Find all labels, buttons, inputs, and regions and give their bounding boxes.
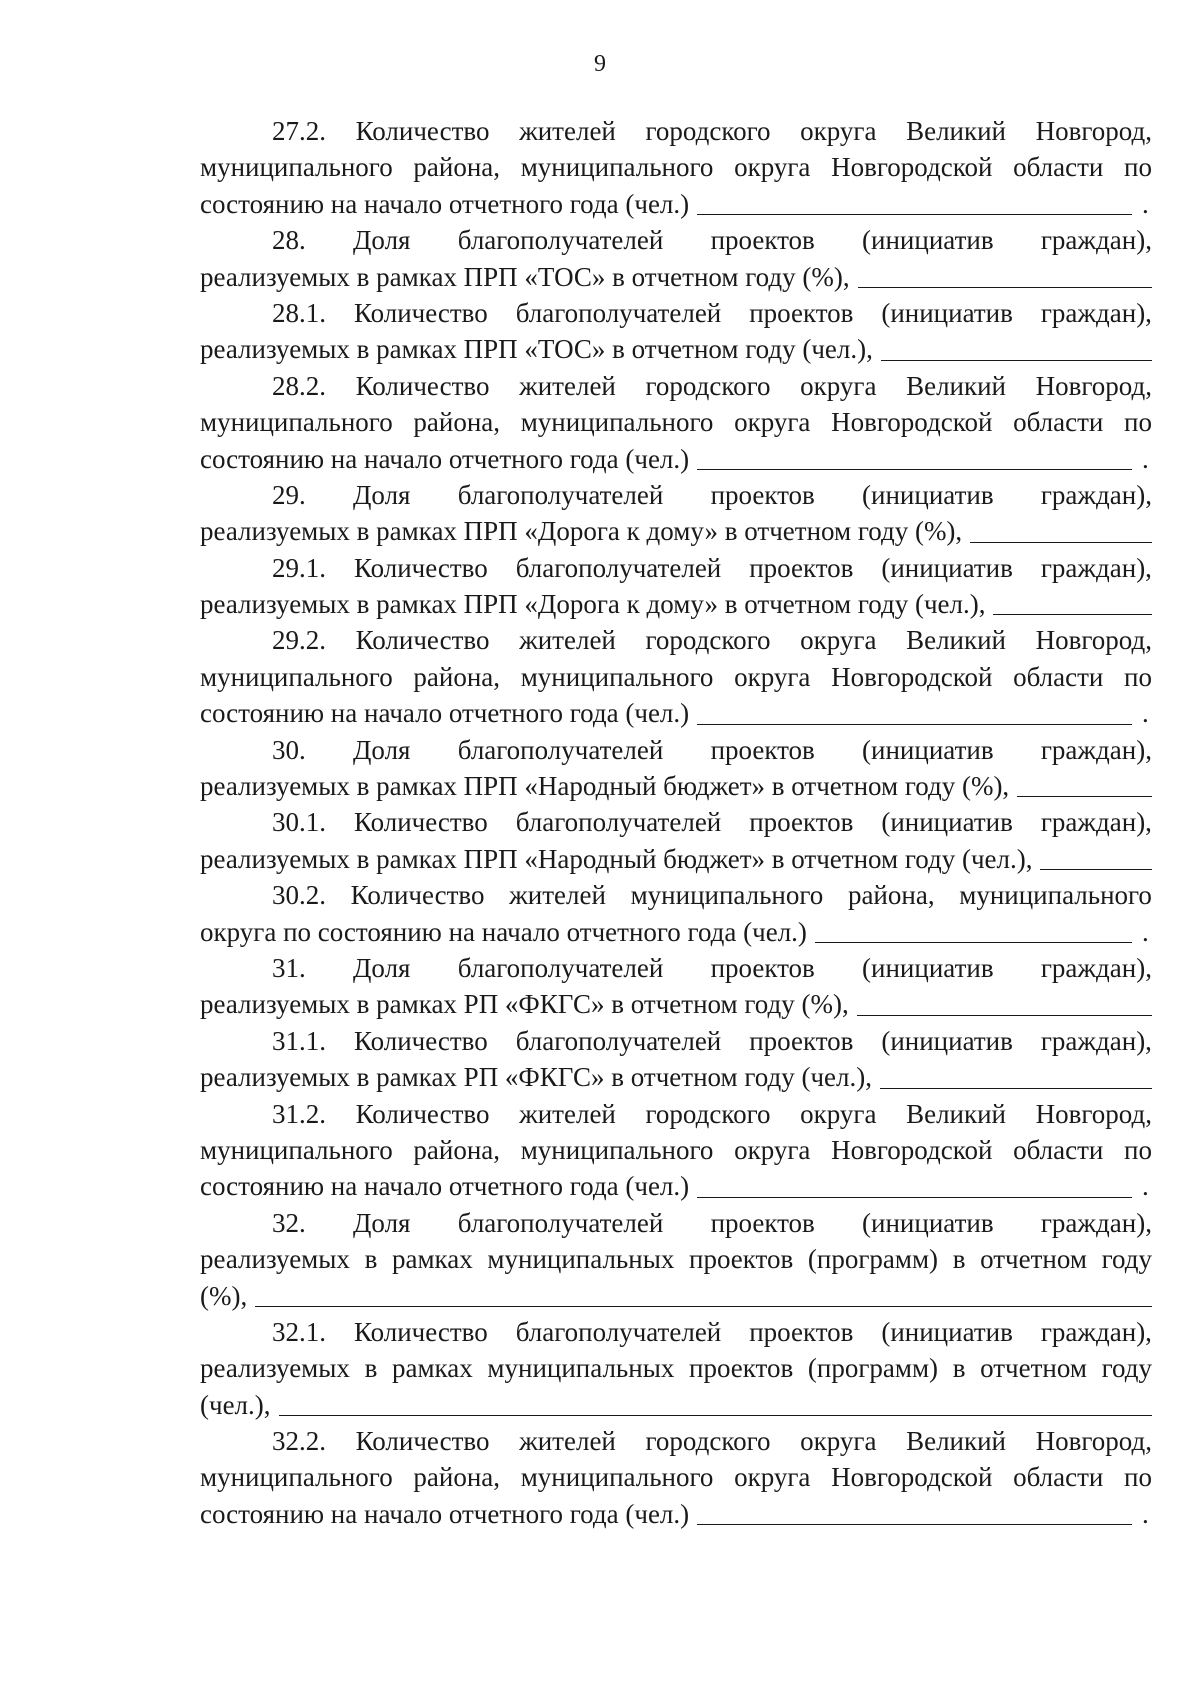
word: по (1124, 1462, 1152, 1493)
word: благополучателей (515, 297, 722, 328)
word: проектов (749, 552, 854, 583)
line-text: округа по состоянию на начало отчетного года (чел.) (200, 916, 807, 947)
line-text: реализуемых в рамках РП «ФКГС» в отчетном году (%), (200, 989, 849, 1020)
word: 28.2. (272, 370, 326, 401)
line-text: реализуемых в рамках ПРП «Народный бюджет» в отчетном году (%), (200, 771, 1010, 802)
word: реализуемых (200, 1353, 350, 1384)
word: городского (645, 1098, 771, 1129)
word: Доля (353, 1207, 411, 1238)
word: благополучателей (457, 1207, 664, 1238)
word: района, (413, 1462, 501, 1493)
word: (инициатив (862, 1207, 994, 1238)
text-line (200, 1132, 1152, 1168)
word: благополучателей (457, 952, 664, 983)
text-line (200, 186, 1152, 222)
word: округа (734, 1134, 811, 1165)
text-line (200, 1096, 1152, 1132)
paragraph (200, 732, 1152, 805)
fill-in-blank[interactable] (279, 1415, 1152, 1416)
word: Новгород, (1035, 370, 1152, 401)
word: в (952, 1353, 966, 1384)
word: граждан), (1040, 734, 1152, 765)
word: отчетном (980, 1353, 1087, 1384)
word: района, (847, 880, 935, 911)
word: граждан), (1040, 225, 1152, 256)
word: благополучателей (457, 734, 664, 765)
word: Великий (906, 116, 1007, 146)
word: граждан), (1040, 1025, 1152, 1056)
word: округа (800, 116, 877, 146)
word: области (1013, 1134, 1104, 1165)
word: области (1013, 152, 1104, 183)
line-text: состоянию на начало отчетного года (чел.) (200, 443, 690, 474)
word: муниципального (200, 152, 393, 183)
fill-in-blank[interactable] (881, 360, 1152, 361)
word: 32. (272, 1207, 306, 1238)
text-line (200, 1459, 1152, 1495)
word: по (1124, 1134, 1152, 1165)
line-text: реализуемых в рамках ПРП «ТОС» в отчетном году (чел.), (200, 334, 873, 365)
word: округа (800, 625, 877, 656)
word: муниципального (520, 661, 714, 692)
word: Количество (353, 807, 488, 838)
text-line (200, 259, 1152, 295)
paragraph (200, 477, 1152, 550)
fill-in-blank[interactable] (857, 1015, 1152, 1016)
word: (инициатив (881, 807, 1013, 838)
paragraph (200, 550, 1152, 623)
word: Великий (906, 1426, 1007, 1457)
word: (программ) (807, 1244, 939, 1275)
document-body (200, 113, 1152, 1532)
word: по (1124, 407, 1152, 438)
word: 32.1. (272, 1316, 326, 1347)
word: городского (645, 625, 771, 656)
line-text: состоянию на начало отчетного года (чел.) (200, 188, 690, 219)
line-end-period: . (1142, 916, 1149, 947)
paragraph (200, 877, 1152, 950)
fill-in-blank[interactable] (1017, 796, 1152, 797)
word: Новгород, (1035, 625, 1152, 656)
word: Новгород, (1035, 1098, 1152, 1129)
word: округа (734, 1462, 811, 1493)
word: округа (734, 661, 811, 692)
text-line (200, 1314, 1152, 1350)
text-line (200, 550, 1152, 586)
word: Великий (906, 1098, 1007, 1129)
word: (инициатив (862, 952, 994, 983)
word: благополучателей (515, 552, 722, 583)
paragraph (200, 1096, 1152, 1205)
text-line (200, 513, 1152, 549)
paragraph (200, 1423, 1152, 1532)
word: Доля (353, 734, 411, 765)
text-line (200, 404, 1152, 440)
word: (инициатив (862, 225, 994, 256)
text-line (200, 1205, 1152, 1241)
word: муниципального (200, 1462, 393, 1493)
word: Новгородской (831, 1134, 993, 1165)
line-end-period: . (1142, 1171, 1149, 1202)
word: (программ) (807, 1353, 939, 1384)
word: 29.1. (272, 552, 326, 583)
word: (инициатив (862, 734, 994, 765)
text-line (200, 222, 1152, 258)
text-line (200, 295, 1152, 331)
word: Количество (355, 116, 490, 146)
word: области (1013, 1462, 1104, 1493)
word: по (1124, 661, 1152, 692)
word: Доля (353, 952, 411, 983)
fill-in-blank[interactable] (697, 724, 1132, 725)
word: граждан), (1040, 297, 1152, 328)
fill-in-blank[interactable] (697, 214, 1132, 215)
line-text: состоянию на начало отчетного года (чел.) (200, 1171, 690, 1202)
word: рамках (391, 1353, 473, 1384)
paragraph (200, 295, 1152, 368)
line-text: реализуемых в рамках ПРП «Народный бюджет» в отчетном году (чел.), (200, 843, 1033, 874)
line-text: состоянию на начало отчетного года (чел.) (200, 698, 690, 729)
word: округа (734, 407, 811, 438)
word: благополучателей (515, 1316, 722, 1347)
fill-in-blank[interactable] (970, 542, 1152, 543)
word: реализуемых (200, 1244, 350, 1275)
word: 29. (272, 479, 306, 510)
word: муниципального (520, 1134, 714, 1165)
word: муниципального (959, 880, 1152, 911)
line-text: реализуемых в рамках ПРП «ТОС» в отчетном году (%), (200, 261, 850, 292)
text-line (200, 113, 1152, 149)
word: 31.1. (272, 1025, 326, 1056)
text-line (200, 1496, 1152, 1532)
word: муниципального (520, 152, 714, 183)
word: благополучателей (515, 807, 722, 838)
word: района, (413, 661, 501, 692)
word: жителей (519, 1098, 616, 1129)
fill-in-blank[interactable] (880, 1088, 1152, 1089)
word: отчетном (980, 1244, 1087, 1275)
text-line (200, 368, 1152, 404)
word: 28.1. (272, 297, 326, 328)
text-line (200, 1350, 1152, 1386)
word: проектов (710, 225, 815, 256)
text-line (200, 622, 1152, 658)
paragraph (200, 1205, 1152, 1314)
word: проектов (710, 479, 815, 510)
word: муниципального (520, 407, 714, 438)
word: 30.2. (272, 880, 326, 911)
word: году (1101, 1244, 1152, 1275)
line-text: (чел.), (200, 1389, 271, 1420)
line-text: реализуемых в рамках ПРП «Дорога к дому» в отчетном году (чел.), (200, 589, 986, 620)
text-line (200, 1023, 1152, 1059)
fill-in-blank[interactable] (815, 942, 1132, 943)
word: муниципальных (487, 1244, 675, 1275)
text-line (200, 149, 1152, 185)
word: (инициатив (862, 479, 994, 510)
word: 28. (272, 225, 306, 256)
word: (инициатив (881, 1316, 1013, 1347)
word: граждан), (1040, 807, 1152, 838)
word: (инициатив (881, 552, 1013, 583)
line-text: реализуемых в рамках ПРП «Дорога к дому» в отчетном году (%), (200, 516, 963, 547)
line-text: реализуемых в рамках РП «ФКГС» в отчетном году (чел.), (200, 1062, 872, 1093)
word: проектов (710, 952, 815, 983)
fill-in-blank[interactable] (1040, 869, 1152, 870)
text-line (200, 659, 1152, 695)
text-line (200, 695, 1152, 731)
fill-in-blank[interactable] (697, 1197, 1132, 1198)
word: Количество (355, 1426, 490, 1457)
fill-in-blank[interactable] (697, 1524, 1132, 1525)
word: округа (734, 152, 811, 183)
line-text: (%), (200, 1280, 248, 1311)
word: муниципального (200, 661, 393, 692)
word: Количество (353, 552, 488, 583)
paragraph (200, 222, 1152, 295)
word: граждан), (1040, 1316, 1152, 1347)
text-line (200, 586, 1152, 622)
text-line (200, 1423, 1152, 1459)
word: Новгородской (831, 152, 993, 183)
word: жителей (519, 1426, 616, 1457)
fill-in-blank[interactable] (858, 287, 1152, 288)
word: района, (413, 152, 501, 183)
word: благополучателей (457, 225, 664, 256)
line-end-period: . (1142, 188, 1149, 219)
word: 29.2. (272, 625, 326, 656)
page-number: 9 (594, 51, 606, 77)
word: Количество (353, 1025, 488, 1056)
word: Новгородской (831, 661, 993, 692)
text-line (200, 841, 1152, 877)
word: района, (413, 1134, 501, 1165)
paragraph (200, 622, 1152, 731)
paragraph (200, 368, 1152, 477)
word: Количество (355, 1098, 490, 1129)
word: граждан), (1040, 552, 1152, 583)
text-line (200, 804, 1152, 840)
word: (инициатив (881, 1025, 1013, 1056)
word: городского (645, 370, 771, 401)
text-line (200, 950, 1152, 986)
text-line (200, 986, 1152, 1022)
word: округа (800, 1098, 877, 1129)
text-line (200, 1059, 1152, 1095)
word: области (1013, 407, 1104, 438)
fill-in-blank[interactable] (697, 469, 1132, 470)
word: благополучателей (457, 479, 664, 510)
word: Количество (350, 880, 485, 911)
text-line (200, 914, 1152, 950)
word: проектов (689, 1244, 794, 1275)
paragraph (200, 804, 1152, 877)
word: Новгородской (831, 1462, 993, 1493)
word: проектов (710, 1207, 815, 1238)
word: жителей (519, 116, 616, 146)
paragraph (200, 1023, 1152, 1096)
word: округа (800, 1426, 877, 1457)
word: в (952, 1244, 966, 1275)
word: проектов (749, 1025, 854, 1056)
word: области (1013, 661, 1104, 692)
line-end-period: . (1142, 443, 1149, 474)
word: проектов (749, 297, 854, 328)
word: году (1101, 1353, 1152, 1384)
word: 27.2. (272, 116, 326, 146)
text-line (200, 732, 1152, 768)
word: городского (645, 1426, 771, 1457)
word: граждан), (1040, 1207, 1152, 1238)
word: в (364, 1244, 378, 1275)
text-line (200, 331, 1152, 367)
word: Новгород, (1035, 1426, 1152, 1457)
word: Великий (906, 370, 1007, 401)
line-text: состоянию на начало отчетного года (чел.) (200, 1498, 690, 1529)
word: Новгородской (831, 407, 993, 438)
word: проектов (689, 1353, 794, 1384)
word: муниципального (200, 407, 393, 438)
word: (инициатив (881, 297, 1013, 328)
word: Количество (353, 1316, 488, 1347)
word: в (364, 1353, 378, 1384)
word: жителей (519, 370, 616, 401)
line-end-period: . (1142, 1498, 1149, 1529)
word: проектов (749, 1316, 854, 1347)
word: жителей (519, 625, 616, 656)
word: Количество (355, 370, 490, 401)
text-line (200, 441, 1152, 477)
word: Доля (353, 479, 411, 510)
text-line (200, 1387, 1152, 1423)
word: граждан), (1040, 479, 1152, 510)
word: рамках (391, 1244, 473, 1275)
text-line (200, 768, 1152, 804)
word: 31. (272, 952, 306, 983)
text-line (200, 1278, 1152, 1314)
word: Новгород, (1035, 116, 1152, 146)
text-line (200, 477, 1152, 513)
paragraph (200, 950, 1152, 1023)
word: Великий (906, 625, 1007, 656)
word: муниципального (520, 1462, 714, 1493)
text-line (200, 1168, 1152, 1204)
word: района, (413, 407, 501, 438)
word: муниципального (630, 880, 824, 911)
word: округа (800, 370, 877, 401)
word: Доля (353, 225, 411, 256)
paragraph (200, 1314, 1152, 1423)
fill-in-blank[interactable] (993, 614, 1152, 615)
word: 30.1. (272, 807, 326, 838)
word: жителей (509, 880, 606, 911)
text-line (200, 877, 1152, 913)
word: граждан), (1040, 952, 1152, 983)
word: 30. (272, 734, 306, 765)
word: 31.2. (272, 1098, 326, 1129)
word: благополучателей (515, 1025, 722, 1056)
paragraph (200, 113, 1152, 222)
word: Количество (353, 297, 488, 328)
word: 32.2. (272, 1426, 326, 1457)
word: муниципального (200, 1134, 393, 1165)
word: проектов (749, 807, 854, 838)
word: городского (645, 116, 771, 146)
word: Количество (355, 625, 490, 656)
word: проектов (710, 734, 815, 765)
word: муниципальных (487, 1353, 675, 1384)
text-line (200, 1241, 1152, 1277)
word: по (1124, 152, 1152, 183)
fill-in-blank[interactable] (255, 1306, 1152, 1307)
line-end-period: . (1142, 698, 1149, 729)
